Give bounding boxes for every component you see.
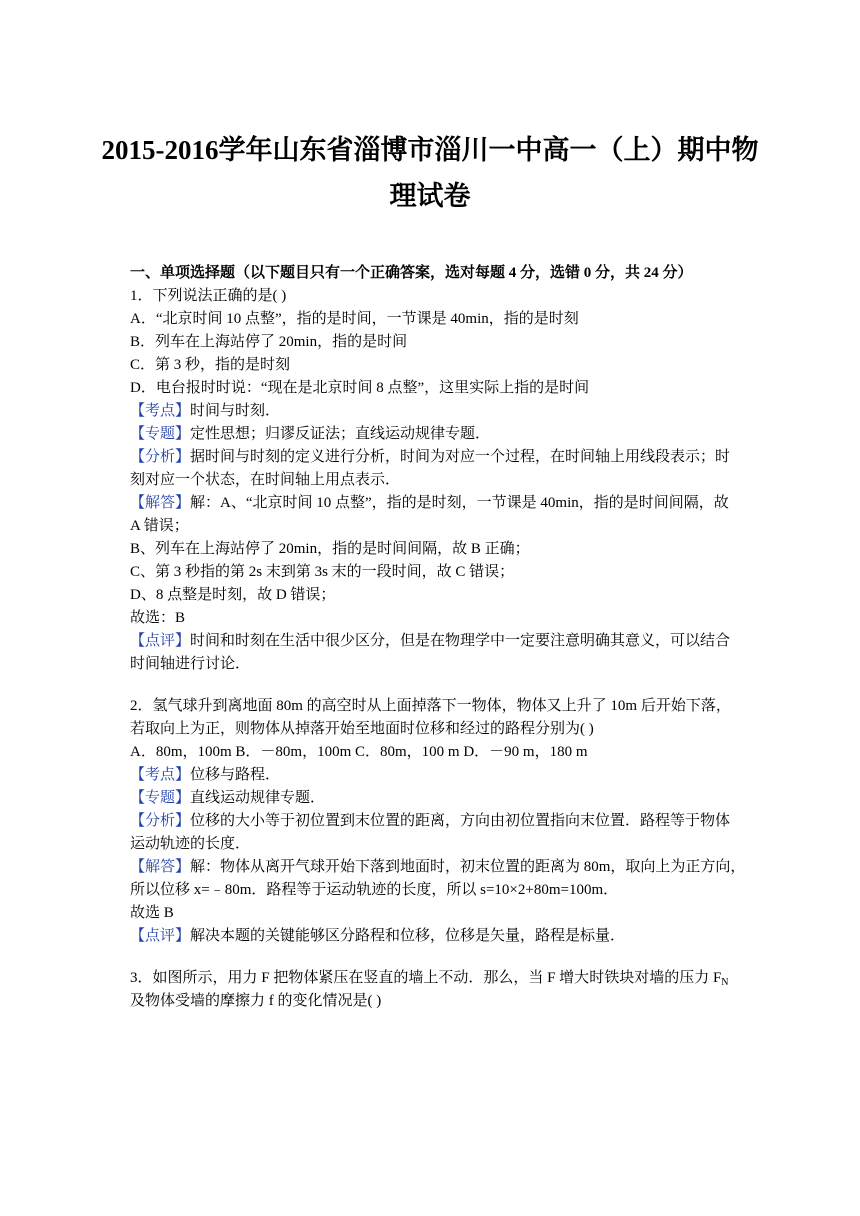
q2-kaodian-text: 位移与路程．	[190, 767, 281, 783]
q1-option-d: D．电台报时时说：“现在是北京时间 8 点整”，这里实际上指的是时间	[130, 380, 590, 396]
q2-kaodian	[130, 764, 740, 786]
kaodian-tag: 【考点】	[130, 403, 191, 419]
q2-fenxi-text: 位移的大小等于初位置到末位置的距离，方向由初位置指向末位置．路程等于物体	[190, 813, 731, 829]
q3-stem-cont: 及物体受墙的摩擦力 f 的变化情况是( )	[130, 993, 382, 1009]
q1-jieda-text: 解：A、“北京时间 10 点整”，指的是时刻，一节课是 40min，指的是时间间隔，故	[190, 495, 729, 511]
q1-zhuanti-text: 定性思想；归谬反证法；直线运动规律专题．	[190, 426, 491, 442]
q1-dianping-cont: 时间轴进行讨论．	[130, 656, 251, 672]
q2-stem: 2．氢气球升到离地面 80m 的高空时从上面掉落下一物体，物体又上升了 10m 后开始下落，	[130, 698, 731, 714]
q2-jieda-text: 解：物体从离开气球开始下落到地面时，初末位置的距离为 80m，取向上为正方向，	[190, 859, 746, 875]
q1-jieda-line6: 故选：B	[130, 610, 186, 626]
jieda-tag: 【解答】	[130, 495, 191, 511]
q1-kaodian	[130, 400, 740, 422]
jieda-tag: 【解答】	[130, 859, 191, 875]
q1-zhuanti	[130, 423, 740, 445]
q1-fenxi-cont: 刻对应一个状态，在时间轴上用点表示．	[130, 472, 401, 488]
q2-jieda	[130, 856, 746, 878]
q3-stem-text: 3．如图所示，用力 F 把物体紧压在竖直的墙上不动．那么，当 F 增大时铁块对墙的压力 F	[130, 970, 722, 986]
q2-jieda-line3: 故选 B	[130, 905, 174, 921]
q1-jieda-line2: A 错误；	[130, 518, 189, 534]
q1-fenxi-text: 据时间与时刻的定义进行分析，时间为对应一个过程，在时间轴上用线段表示；时	[190, 449, 731, 465]
section-heading: 一、单项选择题（以下题目只有一个正确答案，选对每题 4 分，选错 0 分，共 24 分）	[130, 265, 693, 281]
dianping-tag: 【点评】	[130, 928, 191, 944]
q2-zhuanti	[130, 787, 740, 809]
q3-stem-subscript: N	[721, 977, 729, 988]
q1-jieda-line5: D、8 点整是时刻，故 D 错误；	[130, 587, 336, 603]
fenxi-tag: 【分析】	[130, 813, 191, 829]
dianping-tag: 【点评】	[130, 633, 191, 649]
fenxi-tag: 【分析】	[130, 449, 191, 465]
q1-stem: 1．下列说法正确的是( )	[130, 288, 287, 304]
q2-options: A．80m，100m B．－80m，100m C．80m，100 m D．－90 m，180 m	[130, 744, 588, 760]
q1-jieda-line4: C、第 3 秒指的第 2s 末到第 3s 末的一段时间，故 C 错误；	[130, 564, 515, 580]
q1-option-a: A．“北京时间 10 点整”，指的是时间，一节课是 40min，指的是时刻	[130, 311, 579, 327]
q2-fenxi	[130, 810, 740, 832]
zhuanti-tag: 【专题】	[130, 426, 191, 442]
document-title-line1: 2015-2016学年山东省淄博市淄川一中高一（上）期中物	[101, 135, 759, 165]
q2-dianping	[130, 925, 740, 947]
q1-option-b: B．列车在上海站停了 20min，指的是时间	[130, 334, 408, 350]
q1-option-c: C．第 3 秒，指的是时刻	[130, 357, 291, 373]
q1-fenxi	[130, 446, 740, 468]
q2-dianping-text: 解决本题的关键能够区分路程和位移，位移是矢量，路程是标量．	[190, 928, 626, 944]
kaodian-tag: 【考点】	[130, 767, 191, 783]
q1-jieda-line3: B、列车在上海站停了 20min，指的是时间间隔，故 B 正确；	[130, 541, 530, 557]
q2-stem-cont: 若取向上为正，则物体从掉落开始至地面时位移和经过的路程分别为( )	[130, 721, 594, 737]
document-title-line2: 理试卷	[389, 181, 471, 211]
q1-kaodian-text: 时间与时刻．	[190, 403, 281, 419]
q2-zhuanti-text: 直线运动规律专题．	[190, 790, 326, 806]
q1-dianping	[130, 630, 740, 652]
q1-jieda	[130, 492, 740, 514]
q2-jieda-line2: 所以位移 x=﹣80m．路程等于运动轨迹的长度，所以 s=10×2+80m=100m．	[130, 882, 619, 898]
q1-dianping-text: 时间和时刻在生活中很少区分，但是在物理学中一定要注意明确其意义，可以结合	[190, 633, 731, 649]
zhuanti-tag: 【专题】	[130, 790, 191, 806]
q2-fenxi-cont: 运动轨迹的长度．	[130, 836, 251, 852]
